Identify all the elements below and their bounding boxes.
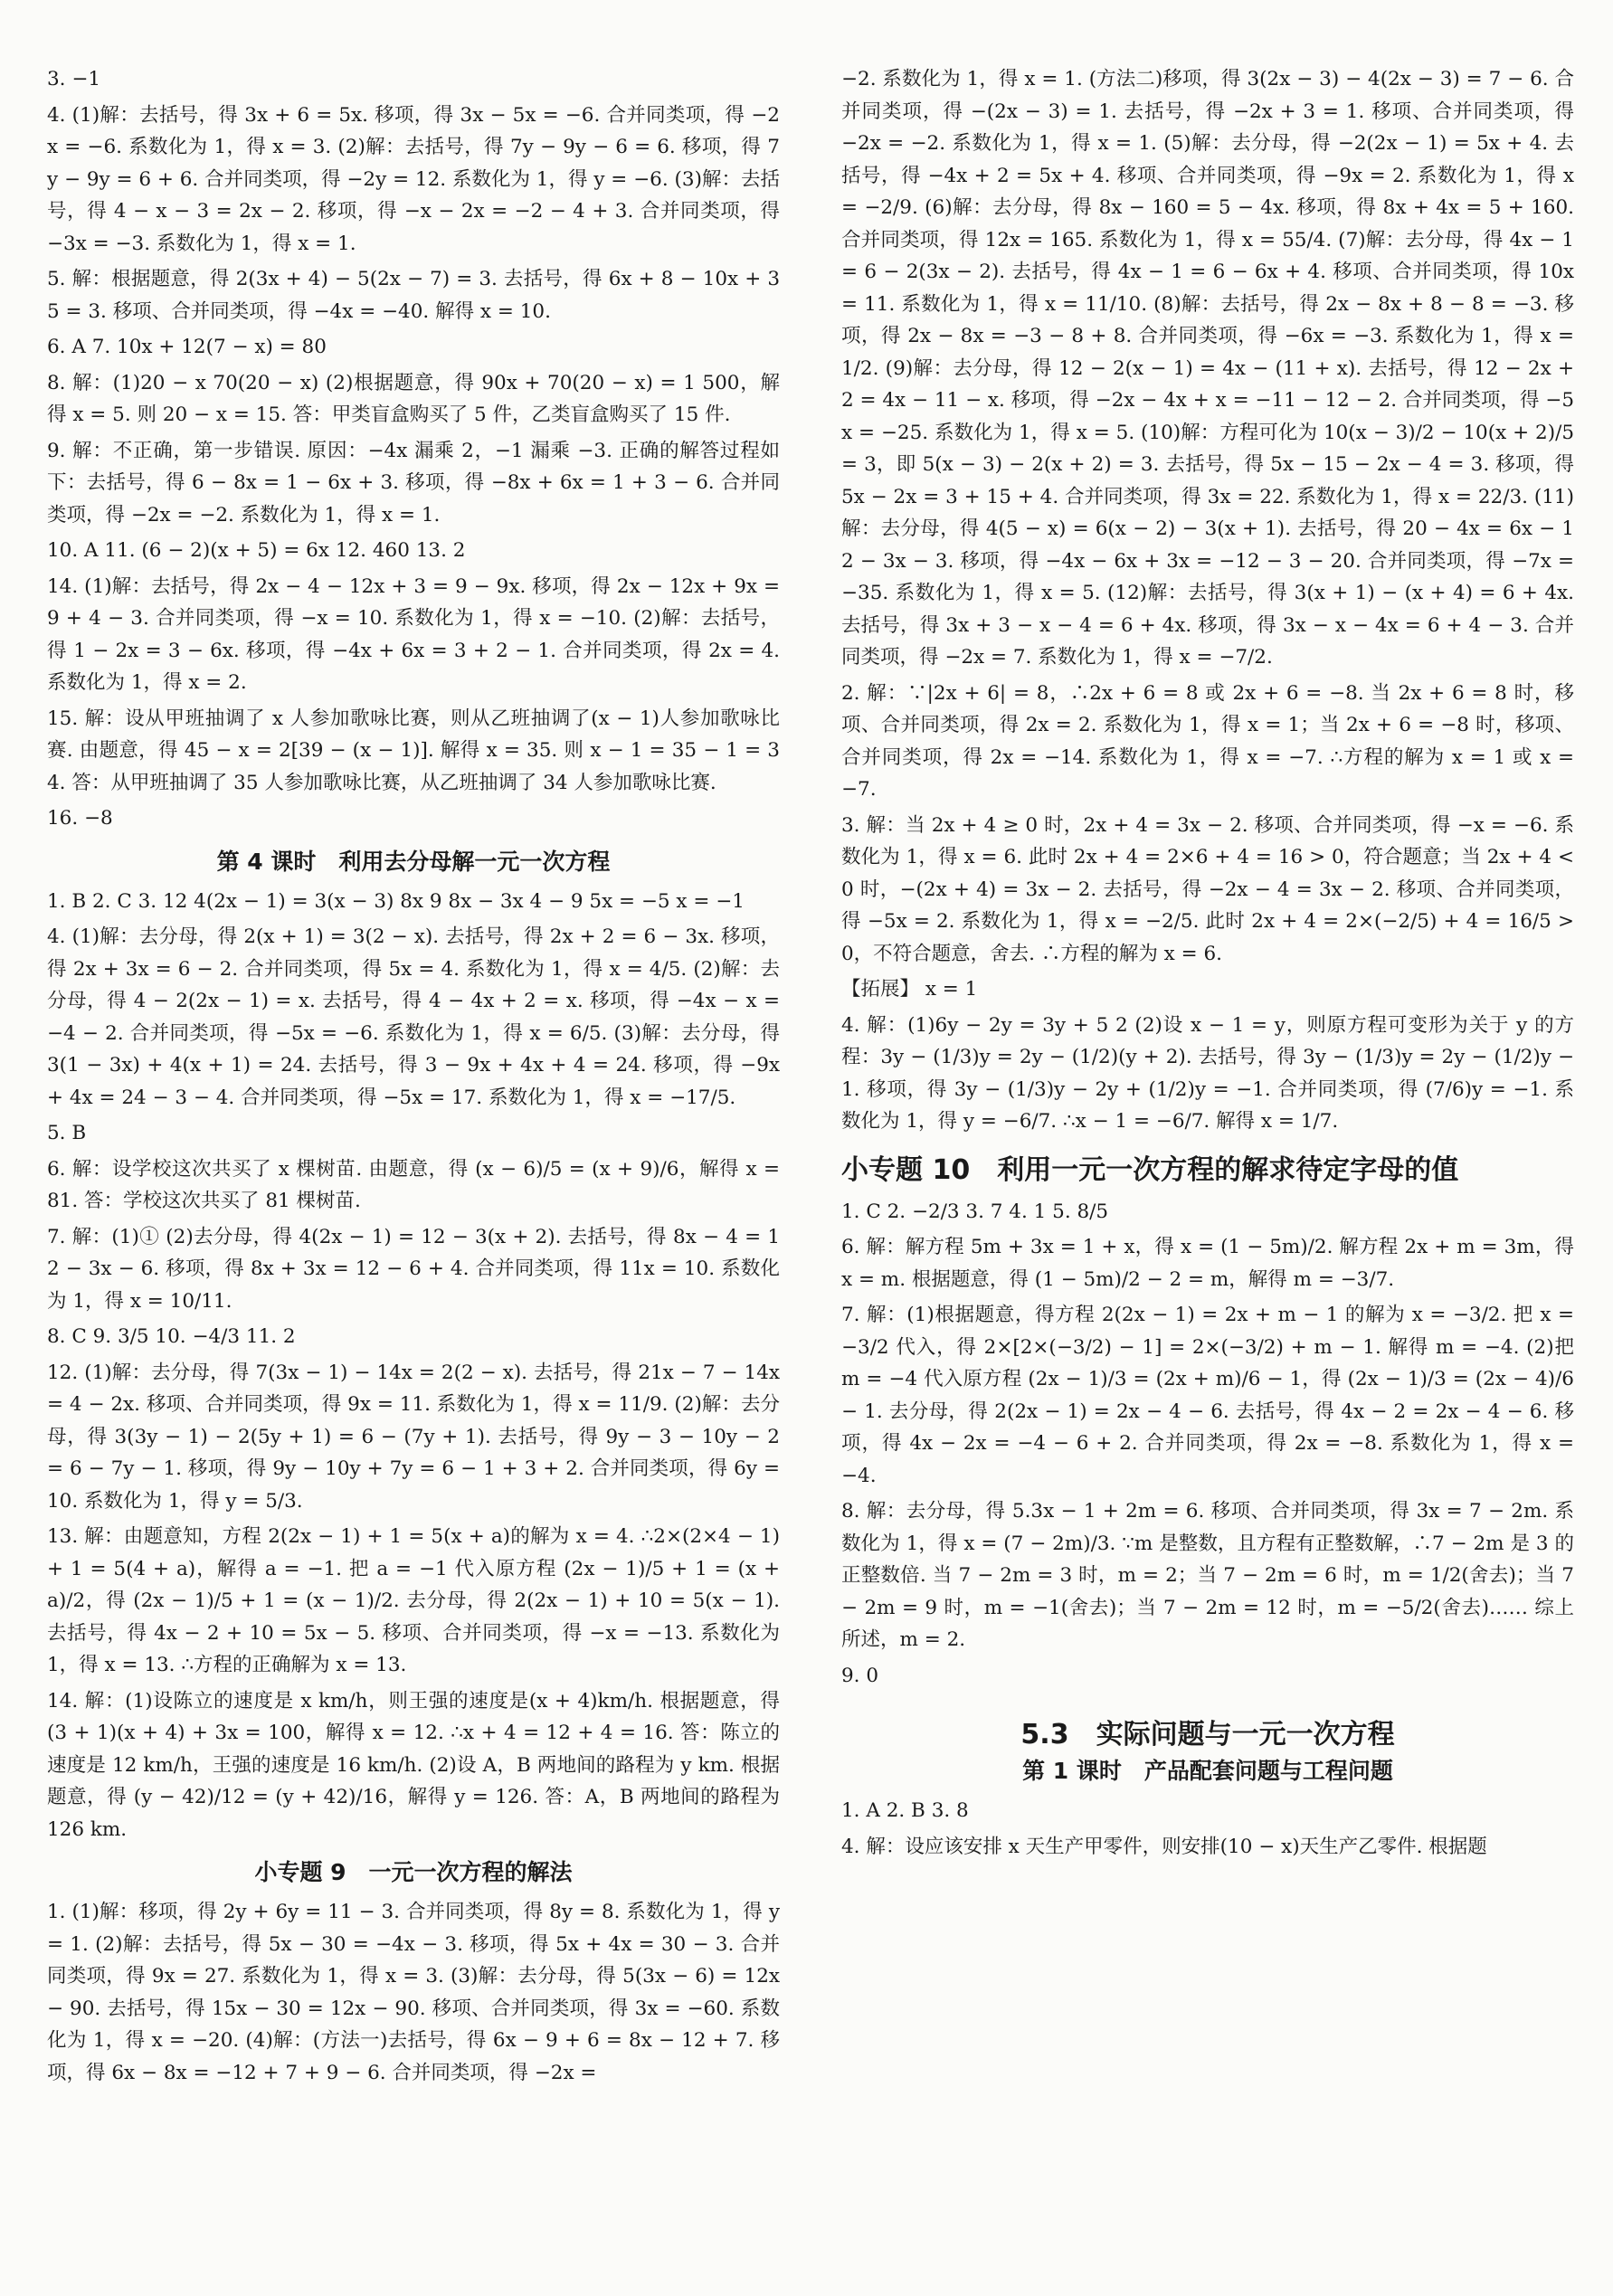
answer-paragraph: 6. 解：解方程 5m + 3x = 1 + x，得 x = (1 − 5m)/2. 解方程 2x + m = 3m，得 x = m. 根据题意，得 (1 − 5m)/2 − 2 = m，解得 m = −3/7. <box>841 1236 1574 1291</box>
answer-paragraph: 3. 解：当 2x + 4 ≥ 0 时，2x + 4 = 3x − 2. 移项、合并同类项，得 −x = −6. 系数化为 1，得 x = 6. 此时 2x + 4 = 2×6 + 4 = 16 > 0，符合题意；当 2x + 4 < 0 时，−(2x + 4) = 3x − 2. 去括号，得 −2x − 4 = 3x − 2. 移项、合并同类项，得 −5x = 2. 系数化为 1，得 x = −2/5. 此时 2x + 4 = 2×(−2/5) + 4 = 16/5 > 0，不符合题意，舍去. ∴方程的解为 x = 6. <box>841 813 1574 965</box>
answer-paragraph: 4. (1)解：去括号，得 3x + 6 = 5x. 移项，得 3x − 5x = −6. 合并同类项，得 −2x = −6. 系数化为 1，得 x = 3. (2)解：去括号，得 7y − 9y − 6 = 6. 移项，得 7y − 9y = 6 + 6. 合并同类项，得 −2y = 12. 系数化为 1，得 y = −6. (3)解：去括号，得 4 − x − 3 = 2x − 2. 移项，得 −x − 2x = −2 − 4 + 3. 合并同类项，得 −3x = −3. 系数化为 1，得 x = 1. <box>47 103 780 255</box>
left-column <box>47 63 780 2092</box>
answer-paragraph: 13. 解：由题意知，方程 2(2x − 1) + 1 = 5(x + a)的解为 x = 4. ∴2×(2×4 − 1) + 1 = 5(4 + a)，解得 a = −1. 把 a = −1 代入原方程 (2x − 1)/5 + 1 = (x + a)/2，得 (2x − 1)/5 + 1 = (x − 1)/2. 去分母，得 2(2x − 1) + 10 = 5(x − 1). 去括号，得 4x − 2 + 10 = 5x − 5. 移项、合并同类项，得 −x = −13. 系数化为 1，得 x = 13. ∴方程的正确解为 x = 13. <box>47 1525 780 1676</box>
lesson-heading: 小专题 9 一元一次方程的解法 <box>254 1859 573 1885</box>
right-column <box>841 63 1574 1866</box>
section-heading: 5.3 实际问题与一元一次方程 <box>1020 1719 1395 1750</box>
answer-paragraph: 8. C 9. 3/5 10. −4/3 11. 2 <box>47 1325 296 1348</box>
answer-paragraph: 4. (1)解：去分母，得 2(x + 1) = 3(2 − x). 去括号，得 2x + 2 = 6 − 3x. 移项，得 2x + 3x = 6 − 2. 合并同类项，得 5x = 4. 系数化为 1，得 x = 4/5. (2)解：去分母，得 4 − 2(2x − 1) = x. 去括号，得 4 − 4x + 2 = x. 移项，得 −4x − x = −4 − 2. 合并同类项，得 −5x = −6. 系数化为 1，得 x = 6/5. (3)解：去分母，得 3(1 − 3x) + 4(x + 1) = 24. 去括号，得 3 − 9x + 4x + 4 = 24. 移项，得 −9x + 4x = 24 − 3 − 4. 合并同类项，得 −5x = 17. 系数化为 1，得 x = −17/5. <box>47 925 780 1109</box>
answer-paragraph: 1. B 2. C 3. 12 4(2x − 1) = 3(x − 3) 8x 9 8x − 3x 4 − 9 5x = −5 x = −1 <box>47 889 745 913</box>
topic-heading: 小专题 10 利用一元一次方程的解求待定字母的值 <box>841 1153 1459 1186</box>
answer-paragraph: 8. 解：去分母，得 5.3x − 1 + 2m = 6. 移项、合并同类项，得 3x = 7 − 2m. 系数化为 1，得 x = (7 − 2m)/3. ∵m 是整数，且方程有正整数解，∴7 − 2m 是 3 的正整数倍. 当 7 − 2m = 3 时，m = 2；当 7 − 2m = 6 时，m = 1/2(舍去)；当 7 − 2m = 9 时，m = −1(舍去)；当 7 − 2m = 12 时，m = −5/2(舍去)…… 综上所述，m = 2. <box>841 1500 1574 1651</box>
subsection-heading: 第 1 课时 产品配套问题与工程问题 <box>1022 1758 1393 1784</box>
answer-paragraph: 5. 解：根据题意，得 2(3x + 4) − 5(2x − 7) = 3. 去括号，得 6x + 8 − 10x + 35 = 3. 移项、合并同类项，得 −4x = −40. 解得 x = 10. <box>47 268 780 323</box>
answer-paragraph: 14. (1)解：去括号，得 2x − 4 − 12x + 3 = 9 − 9x. 移项，得 2x − 12x + 9x = 9 + 4 − 3. 合并同类项，得 −x = 10. 系数化为 1，得 x = −10. (2)解：去括号，得 1 − 2x = 3 − 6x. 移项，得 −4x + 6x = 3 + 2 − 1. 合并同类项，得 2x = 4. 系数化为 1，得 x = 2. <box>47 574 780 694</box>
answer-paragraph: 6. A 7. 10x + 12(7 − x) = 80 <box>47 336 327 358</box>
answer-paragraph: 7. 解：(1)根据题意，得方程 2(2x − 1) = 2x + m − 1 的解为 x = −3/2. 把 x = −3/2 代入，得 2×[2×(−3/2) − 1] = 2×(−3/2) + m − 1. 解得 m = −4. (2)把 m = −4 代入原方程 (2x − 1)/3 = (2x + m)/6 − 1，得 (2x − 1)/3 = (2x − 4)/6 − 1. 去分母，得 2(2x − 1) = 2x − 4 − 6. 去括号，得 4x − 2 = 2x − 4 − 6. 移项，得 4x − 2x = −4 − 6 + 2. 合并同类项，得 2x = −8. 系数化为 1，得 x = −4. <box>841 1304 1574 1487</box>
answer-paragraph: 3. −1 <box>47 68 101 90</box>
lesson-heading: 第 4 课时 利用去分母解一元一次方程 <box>216 848 611 875</box>
answer-paragraph: 14. 解：(1)设陈立的速度是 x km/h，则王强的速度是(x + 4)km/h. 根据题意，得(3 + 1)(x + 4) + 3x = 100，解得 x = 12. ∴x + 4 = 12 + 4 = 16. 答：陈立的速度是 12 km/h，王强的速度是 16 km/h. (2)设 A，B 两地间的路程为 y km. 根据题意，得 (y − 42)/12 = (y + 42)/16，解得 y = 126. 答：A，B 两地间的路程为 126 km. <box>47 1689 780 1841</box>
answer-paragraph: 5. B <box>47 1122 87 1144</box>
answer-paragraph: 【拓展】 x = 1 <box>841 978 978 1001</box>
answer-paragraph: 12. (1)解：去分母，得 7(3x − 1) − 14x = 2(2 − x). 去括号，得 21x − 7 − 14x = 4 − 2x. 移项、合并同类项，得 9x = 11. 系数化为 1，得 x = 11/9. (2)解：去分母，得 3(3y − 1) − 2(5y + 1) = 6 − (7y + 1). 去括号，得 9y − 3 − 10y − 2 = 6 − 7y − 1. 移项，得 9y − 10y + 7y = 6 − 1 + 3 + 2. 合并同类项，得 6y = 10. 系数化为 1，得 y = 5/3. <box>47 1361 780 1513</box>
answer-paragraph: 9. 0 <box>841 1664 879 1687</box>
answer-paragraph: 7. 解：(1)① (2)去分母，得 4(2x − 1) = 12 − 3(x + 2). 去括号，得 8x − 4 = 12 − 3x − 6. 移项，得 8x + 3x = 12 − 6 + 4. 合并同类项，得 11x = 10. 系数化为 1，得 x = 10/11. <box>47 1225 780 1313</box>
answer-paragraph: 1. A 2. B 3. 8 <box>841 1799 969 1822</box>
answer-paragraph: 16. −8 <box>47 807 113 830</box>
answer-paragraph: 1. (1)解：移项，得 2y + 6y = 11 − 3. 合并同类项，得 8y = 8. 系数化为 1，得 y = 1. (2)解：去括号，得 5x − 30 = −4x − 3. 移项，得 5x + 4x = 30 − 3. 合并同类项，得 9x = 27. 系数化为 1，得 x = 3. (3)解：去分母，得 5(3x − 6) = 12x − 90. 去括号，得 15x − 30 = 12x − 90. 移项、合并同类项，得 3x = −60. 系数化为 1，得 x = −20. (4)解：(方法一)去括号，得 6x − 9 + 6 = 8x − 12 + 7. 移项，得 6x − 8x = −12 + 7 + 9 − 6. 合并同类项，得 −2x = <box>47 1901 780 2084</box>
answer-paragraph: 9. 解：不正确，第一步错误. 原因：−4x 漏乘 2，−1 漏乘 −3. 正确的解答过程如下：去括号，得 6 − 8x = 1 − 6x + 3. 移项，得 −8x + 6x = 1 + 3 − 6. 合并同类项，得 −2x = −2. 系数化为 1，得 x = 1. <box>47 439 780 527</box>
answer-paragraph: 4. 解：设应该安排 x 天生产甲零件，则安排(10 − x)天生产乙零件. 根据题 <box>841 1835 1487 1858</box>
answer-paragraph: 2. 解：∵|2x + 6| = 8，∴2x + 6 = 8 或 2x + 6 = −8. 当 2x + 6 = 8 时，移项、合并同类项，得 2x = 2. 系数化为 1，得 x = 1；当 2x + 6 = −8 时，移项、合并同类项，得 2x = −14. 系数化为 1，得 x = −7. ∴方程的解为 x = 1 或 x = −7. <box>841 681 1574 801</box>
answer-paragraph: 1. C 2. −2/3 3. 7 4. 1 5. 8/5 <box>841 1200 1109 1223</box>
answer-paragraph: 4. 解：(1)6y − 2y = 3y + 5 2 (2)设 x − 1 = y，则原方程可变形为关于 y 的方程：3y − (1/3)y = 2y − (1/2)(y + 2). 去括号，得 3y − (1/3)y = 2y − (1/2)y − 1. 移项，得 3y − (1/3)y − 2y + (1/2)y = −1. 合并同类项，得 (7/6)y = −1. 系数化为 1，得 y = −6/7. ∴x − 1 = −6/7. 解得 x = 1/7. <box>841 1013 1574 1133</box>
answer-paragraph: 8. 解：(1)20 − x 70(20 − x) (2)根据题意，得 90x + 70(20 − x) = 1 500，解得 x = 5. 则 20 − x = 15. 答：甲类盲盒购买了 5 件，乙类盲盒购买了 15 件. <box>47 371 780 426</box>
answer-paragraph: 10. A 11. (6 − 2)(x + 5) = 6x 12. 460 13. 2 <box>47 539 466 562</box>
answer-paragraph: 6. 解：设学校这次共买了 x 棵树苗. 由题意，得 (x − 6)/5 = (x + 9)/6，解得 x = 81. 答：学校这次共买了 81 棵树苗. <box>47 1157 780 1212</box>
answer-paragraph: 15. 解：设从甲班抽调了 x 人参加歌咏比赛，则从乙班抽调了(x − 1)人参加歌咏比赛. 由题意，得 45 − x = 2[39 − (x − 1)]. 解得 x = 35. 则 x − 1 = 35 − 1 = 34. 答：从甲班抽调了 35 人参加歌咏比赛，从乙班抽调了 34 人参加歌咏比赛. <box>47 707 780 794</box>
answer-paragraph: −2. 系数化为 1，得 x = 1. (方法二)移项，得 3(2x − 3) − 4(2x − 3) = 7 − 6. 合并同类项，得 −(2x − 3) = 1. 去括号，得 −2x + 3 = 1. 移项、合并同类项，得 −2x = −2. 系数化为 1，得 x = 1. (5)解：去分母，得 −2(2x − 1) = 5x + 4. 去括号，得 −4x + 2 = 5x + 4. 移项、合并同类项，得 −9x = 2. 系数化为 1，得 x = −2/9. (6)解：去分母，得 8x − 160 = 5 − 4x. 移项，得 8x + 4x = 5 + 160. 合并同类项，得 12x = 165. 系数化为 1，得 x = 55/4. (7)解：去分母，得 4x − 1 = 6 − 2(3x − 2). 去括号，得 4x − 1 = 6 − 6x + 4. 移项、合并同类项，得 10x = 11. 系数化为 1，得 x = 11/10. (8)解：去括号，得 2x − 8x + 8 − 8 = −3. 移项，得 2x − 8x = −3 − 8 + 8. 合并同类项，得 −6x = −3. 系数化为 1，得 x = 1/2. (9)解：去分母，得 12 − 2(x − 1) = 4x − (11 + x). 去括号，得 12 − 2x + 2 = 4x − 11 − x. 移项，得 −2x − 4x + x = −11 − 12 − 2. 合并同类项，得 −5x = −25. 系数化为 1，得 x = 5. (10)解：方程可化为 10(x − 3)/2 − 10(x + 2)/5 = 3，即 5(x − 3) − 2(x + 2) = 3. 去括号，得 5x − 15 − 2x − 4 = 3. 移项，得 5x − 2x = 3 + 15 + 4. 合并同类项，得 3x = 22. 系数化为 1，得 x = 22/3. (11)解：去分母，得 4(5 − x) = 6(x − 2) − 3(x + 1). 去括号，得 20 − 4x = 6x − 12 − 3x − 3. 移项，得 −4x − 6x + 3x = −12 − 3 − 20. 合并同类项，得 −7x = −35. 系数化为 1，得 x = 5. (12)解：去括号，得 3(x + 1) − (x + 4) = 6 + 4x. 去括号，得 3x + 3 − x − 4 = 6 + 4x. 移项，得 3x − x − 4x = 6 + 4 − 3. 合并同类项，得 −2x = 7. 系数化为 1，得 x = −7/2. <box>841 68 1574 669</box>
